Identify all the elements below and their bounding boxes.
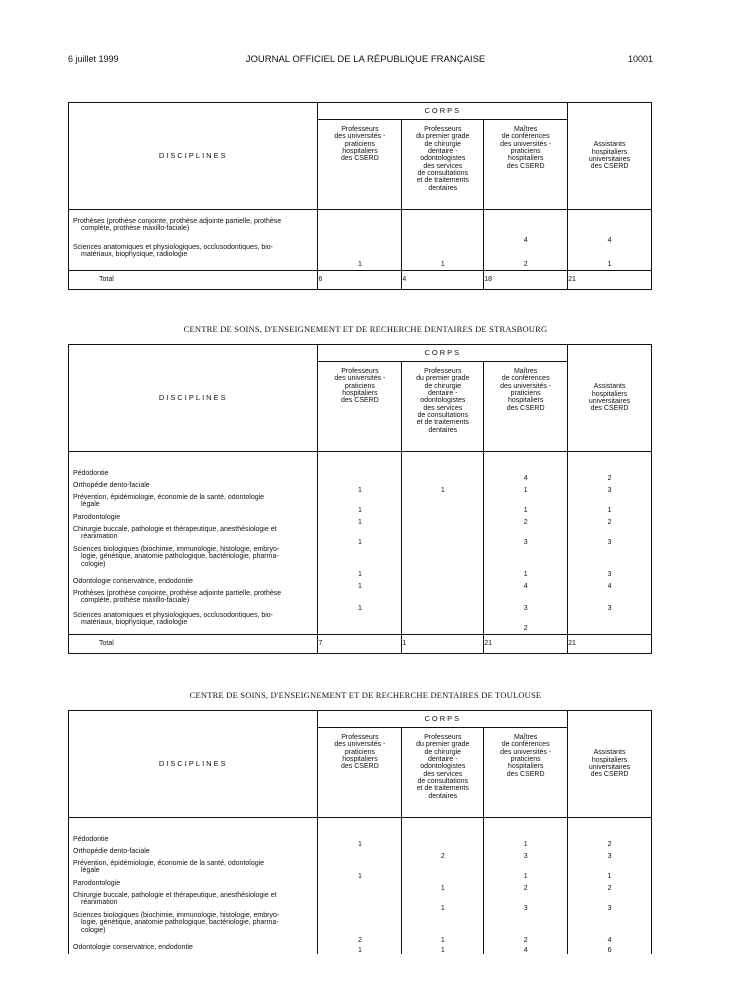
table-row (69, 848, 652, 860)
header-page-number: 10001 (627, 54, 653, 64)
col2-header: Professeurs du premier grade de chirurgie dentaire - odontologistes des services de consultations et de traitements dentaires (402, 120, 484, 210)
disciplines-header: DISCIPLINES (69, 345, 318, 452)
discipline-label: Pédodontie (73, 470, 109, 477)
discipline-label-cont: légale (81, 501, 100, 509)
value-cell (402, 514, 484, 526)
col3-header: Maîtres de conférences des universités - praticiens hospitaliers des CSERD (484, 728, 568, 818)
value-cell: 2 (568, 836, 652, 848)
value-cell: 2 (484, 912, 568, 944)
value-cell: 1 (318, 482, 402, 494)
discipline-label: Chirurgie buccale, pathologie et thérapeutique, anesthésiologie et (73, 526, 277, 533)
value-cell: 2 (318, 912, 402, 944)
table-row (69, 590, 652, 612)
value-cell: 1 (402, 892, 484, 912)
value-cell: 1 (318, 244, 402, 268)
value-cell: 4 (484, 218, 568, 244)
value-cell: 1 (484, 860, 568, 880)
table-row (69, 578, 652, 590)
value-cell: 1 (318, 494, 402, 514)
table-toulouse (68, 710, 652, 954)
value-cell: 2 (568, 470, 652, 482)
discipline-label: Orthopédie dento-faciale (73, 848, 150, 855)
value-cell (402, 578, 484, 590)
table-row (69, 912, 652, 944)
value-cell (318, 892, 402, 912)
table-row (69, 836, 652, 848)
value-cell (318, 470, 402, 482)
discipline-label: Sciences anatomiques et physiologiques, occlusodontiques, bio- (73, 244, 274, 251)
value-cell (402, 218, 484, 244)
value-cell: 3 (484, 526, 568, 546)
disciplines-header: DISCIPLINES (69, 103, 318, 210)
col1-header: Professeurs des universités - praticiens hospitaliers des CSERD (318, 362, 402, 452)
table-row (69, 482, 652, 494)
col3-header: Maîtres de conférences des universités - praticiens hospitaliers des CSERD (484, 362, 568, 452)
value-cell: 4 (484, 944, 568, 954)
value-cell (402, 526, 484, 546)
value-cell: 3 (568, 526, 652, 546)
value-cell: 6 (568, 944, 652, 954)
value-cell (568, 612, 652, 632)
table-row (69, 470, 652, 482)
section-title-toulouse: CENTRE DE SOINS, D'ENSEIGNEMENT ET DE RECHERCHE DENTAIRES DE TOULOUSE (189, 690, 542, 700)
value-cell (318, 848, 402, 860)
value-cell (402, 612, 484, 632)
col4-header: Assistants hospitaliers universitaires des CSERD (568, 103, 652, 210)
section-title-strasbourg: CENTRE DE SOINS, D'ENSEIGNEMENT ET DE RECHERCHE DENTAIRES DE STRASBOURG (183, 324, 548, 334)
value-cell: 1 (318, 590, 402, 612)
table-row (69, 612, 652, 632)
value-cell: 2 (568, 880, 652, 892)
value-cell (402, 470, 484, 482)
total-value: 6 (318, 271, 402, 290)
value-cell (402, 546, 484, 578)
discipline-label-cont: matériaux, biophysique, radiologie (81, 619, 188, 627)
value-cell: 3 (568, 482, 652, 494)
total-label: Total (69, 635, 318, 654)
value-cell: 3 (484, 848, 568, 860)
table-strasbourg (68, 344, 652, 654)
value-cell: 1 (402, 482, 484, 494)
discipline-label: Chirurgie buccale, pathologie et thérapeutique, anesthésiologie et (73, 892, 277, 899)
col4-header: Assistants hospitaliers universitaires des CSERD (568, 711, 652, 818)
value-cell: 4 (568, 912, 652, 944)
table-row (69, 892, 652, 912)
value-cell (402, 860, 484, 880)
discipline-label-cont: légale (81, 867, 100, 875)
value-cell: 4 (484, 470, 568, 482)
value-cell: 1 (318, 514, 402, 526)
value-cell: 1 (484, 836, 568, 848)
value-cell (402, 494, 484, 514)
value-cell: 2 (568, 514, 652, 526)
table-row (69, 218, 652, 244)
discipline-label-cont: matériaux, biophysique, radiologie (81, 251, 188, 259)
table-row (69, 546, 652, 578)
discipline-label: Pédodontie (73, 836, 109, 843)
value-cell: 2 (484, 514, 568, 526)
value-cell: 1 (568, 244, 652, 268)
value-cell: 3 (484, 892, 568, 912)
value-cell: 1 (318, 944, 402, 954)
value-cell: 1 (402, 244, 484, 268)
corps-header: CORPS (318, 711, 568, 728)
table-row (69, 514, 652, 526)
discipline-label-cont: réanimation (81, 533, 118, 541)
value-cell: 1 (318, 546, 402, 578)
discipline-label: Prévention, épidémiologie, économie de la santé, odontologie (73, 860, 265, 867)
total-value: 18 (484, 271, 568, 290)
col1-header: Professeurs des universités - praticiens hospitaliers des CSERD (318, 120, 402, 210)
value-cell: 3 (568, 892, 652, 912)
table-row (69, 494, 652, 514)
discipline-label: Sciences biologiques (biochimie, immunologie, histologie, embryo- (73, 546, 280, 553)
col4-header: Assistants hospitaliers universitaires des CSERD (568, 345, 652, 452)
value-cell: 1 (568, 494, 652, 514)
total-row (69, 635, 652, 654)
value-cell: 1 (402, 944, 484, 954)
discipline-label-cont: réanimation (81, 899, 118, 907)
corps-header: CORPS (318, 345, 568, 362)
value-cell: 2 (484, 880, 568, 892)
discipline-label-cont: cologie) (81, 926, 106, 934)
discipline-label: Sciences biologiques (biochimie, immunologie, histologie, embryo- (73, 912, 280, 919)
discipline-label: Parodontologie (73, 514, 121, 521)
discipline-label: Parodontologie (73, 880, 121, 887)
discipline-label: Odontologie conservatrice, endodontie (73, 578, 193, 585)
discipline-label: Prévention, épidémiologie, économie de la santé, odontologie (73, 494, 265, 501)
discipline-label-cont: logie, génétique, anatomie pathologique, bactériologie, pharma- (81, 919, 279, 927)
col3-header: Maîtres de conférences des universités - praticiens hospitaliers des CSERD (484, 120, 568, 210)
table-row (69, 244, 652, 268)
total-row (69, 271, 652, 290)
value-cell: 1 (318, 526, 402, 546)
corps-header: CORPS (318, 103, 568, 120)
total-value: 21 (568, 271, 652, 290)
discipline-label: Odontologie conservatrice, endodontie (73, 944, 193, 951)
value-cell: 2 (484, 612, 568, 632)
discipline-label-cont: logie, génétique, anatomie pathologique, bactériologie, pharma- (81, 553, 279, 561)
table-row (69, 860, 652, 880)
value-cell (402, 836, 484, 848)
table-1 (68, 102, 652, 290)
value-cell: 1 (402, 912, 484, 944)
value-cell: 3 (484, 590, 568, 612)
discipline-label: Prothèses (prothèse conjointe, prothèse adjointe partielle, prothèse (73, 218, 282, 225)
value-cell: 1 (318, 860, 402, 880)
value-cell: 3 (568, 590, 652, 612)
value-cell: 2 (402, 848, 484, 860)
table-row (69, 526, 652, 546)
total-value: 7 (318, 635, 402, 654)
discipline-label-cont: cologie) (81, 560, 106, 568)
value-cell (402, 590, 484, 612)
header-date: 6 juillet 1999 (68, 54, 119, 64)
value-cell: 1 (484, 482, 568, 494)
value-cell (318, 612, 402, 632)
total-value: 1 (402, 635, 484, 654)
table-row (69, 944, 652, 954)
value-cell: 1 (318, 578, 402, 590)
discipline-label-cont: complète, prothèse maxillo-faciale) (81, 225, 190, 233)
value-cell: 4 (568, 218, 652, 244)
discipline-label-cont: complète, prothèse maxillo-faciale) (81, 597, 190, 605)
header-journal: JOURNAL OFFICIEL DE LA RÉPUBLIQUE FRANÇAISE (245, 54, 486, 65)
col2-header: Professeurs du premier grade de chirurgie dentaire - odontologistes des services de consultations et de traitements dentaires (402, 728, 484, 818)
value-cell: 2 (484, 244, 568, 268)
col2-header: Professeurs du premier grade de chirurgie dentaire - odontologistes des services de consultations et de traitements dentaires (402, 362, 484, 452)
discipline-label: Prothèses (prothèse conjointe, prothèse adjointe partielle, prothèse (73, 590, 282, 597)
disciplines-header: DISCIPLINES (69, 711, 318, 818)
value-cell (318, 218, 402, 244)
value-cell: 1 (318, 836, 402, 848)
table-row (69, 880, 652, 892)
value-cell: 1 (402, 880, 484, 892)
value-cell: 1 (484, 546, 568, 578)
discipline-label: Sciences anatomiques et physiologiques, occlusodontiques, bio- (73, 612, 274, 619)
value-cell: 3 (568, 848, 652, 860)
value-cell: 1 (568, 860, 652, 880)
value-cell: 3 (568, 546, 652, 578)
col1-header: Professeurs des universités - praticiens hospitaliers des CSERD (318, 728, 402, 818)
total-label: Total (69, 271, 318, 290)
discipline-label: Orthopédie dento-faciale (73, 482, 150, 489)
total-value: 21 (484, 635, 568, 654)
total-value: 21 (568, 635, 652, 654)
value-cell (318, 880, 402, 892)
value-cell: 4 (484, 578, 568, 590)
value-cell: 1 (484, 494, 568, 514)
value-cell: 4 (568, 578, 652, 590)
total-value: 4 (402, 271, 484, 290)
